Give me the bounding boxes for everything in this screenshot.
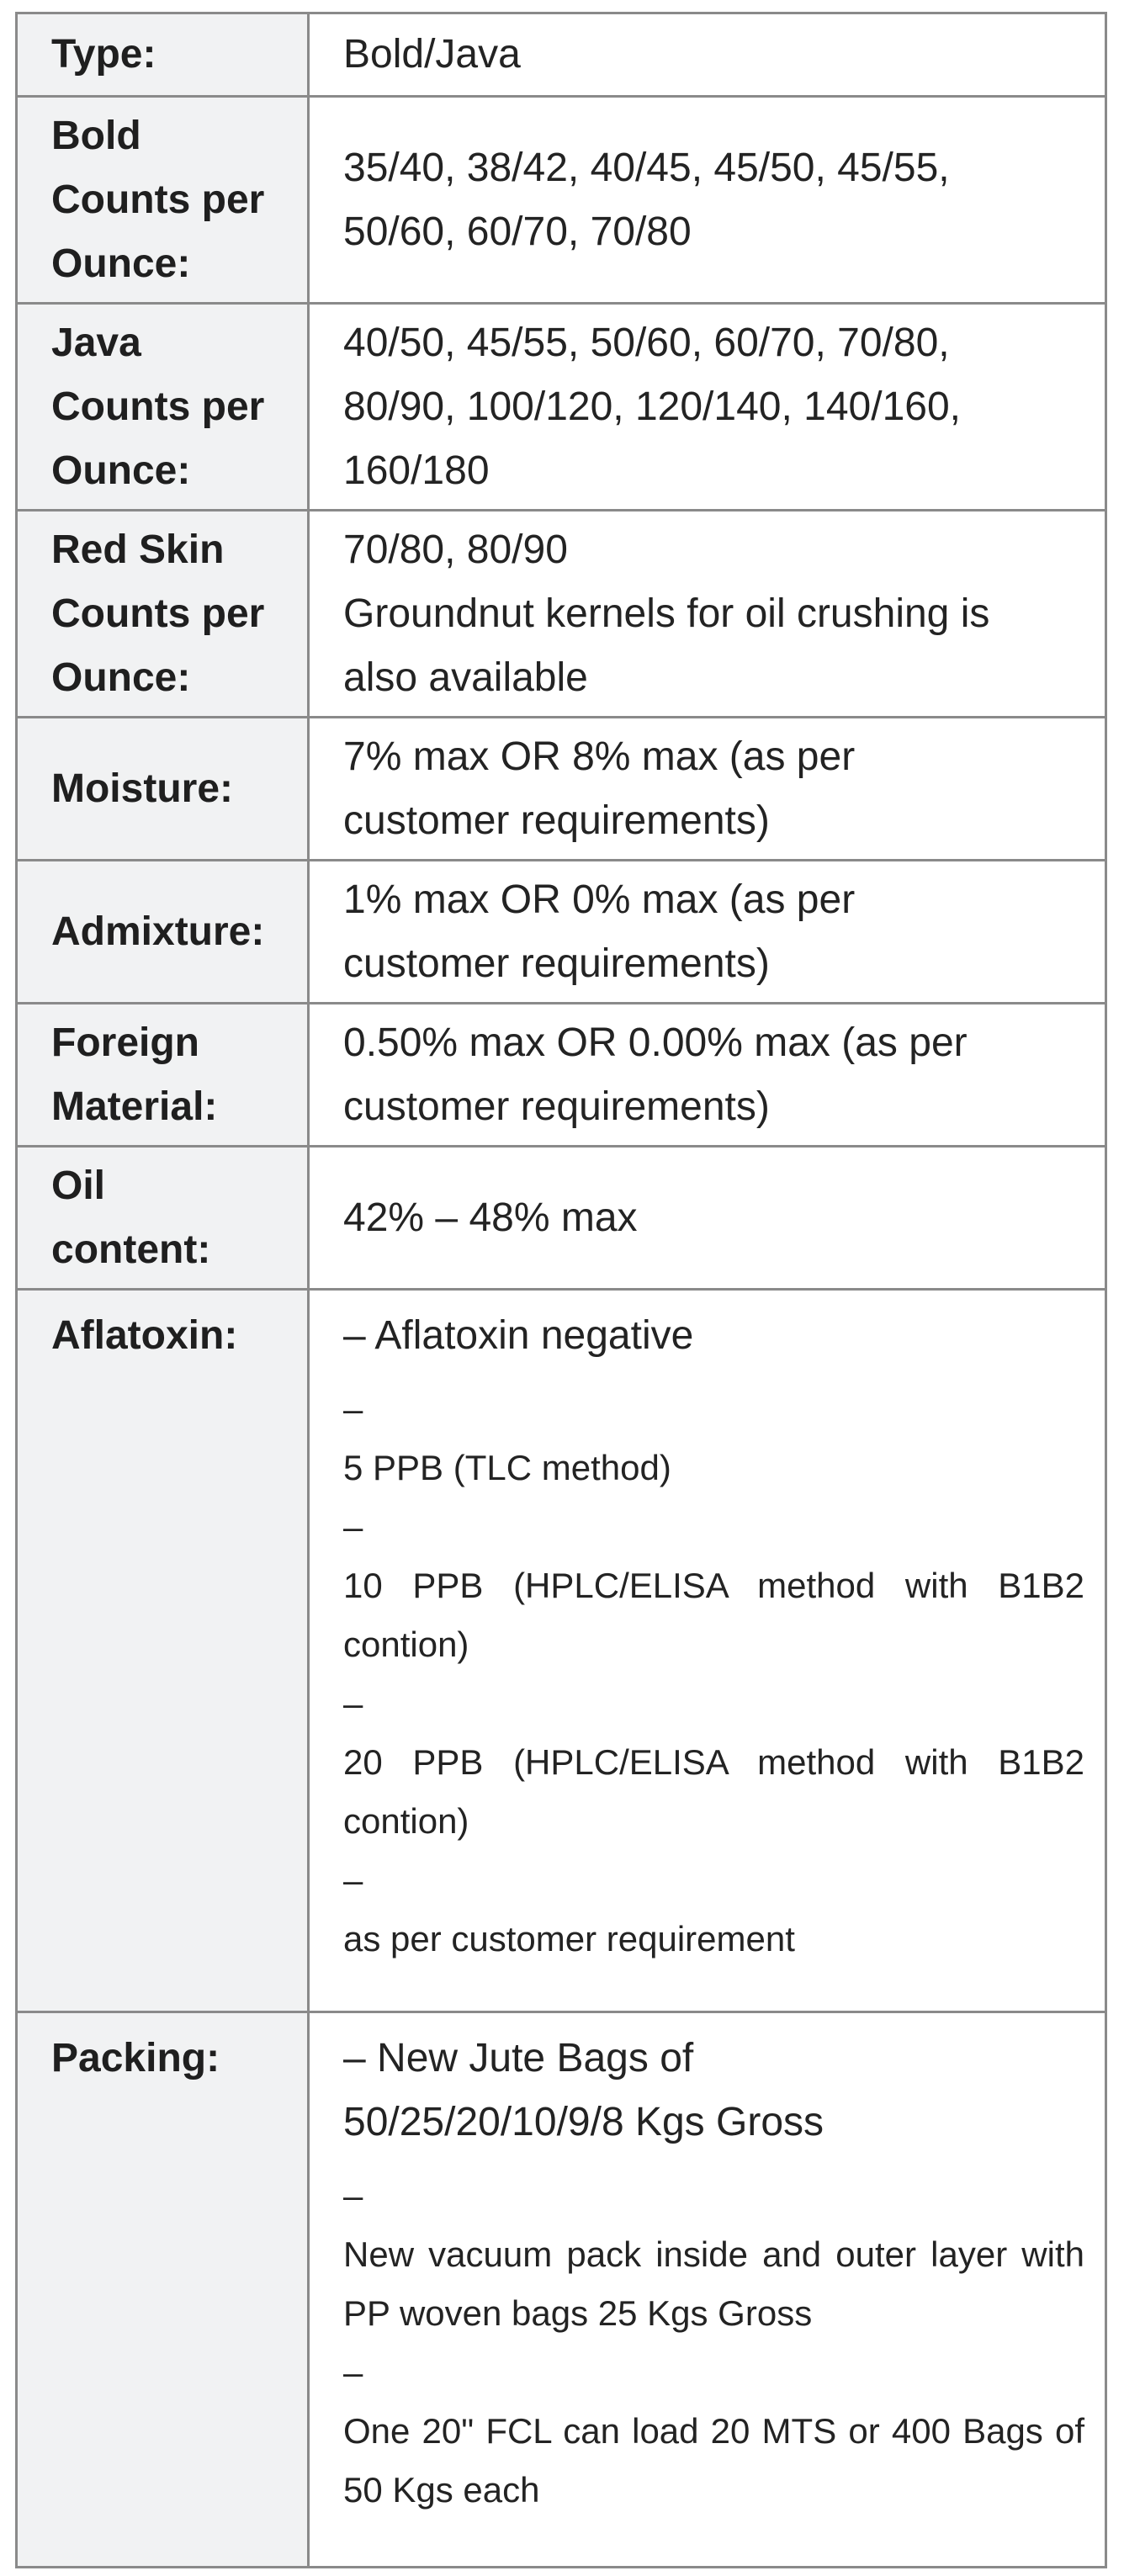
dash-marker: – xyxy=(343,2176,363,2215)
label-text: Material: xyxy=(51,1084,218,1129)
spec-label xyxy=(17,718,309,861)
value-text: customer requirements) xyxy=(343,1084,770,1129)
spec-row-type xyxy=(17,13,1106,97)
spec-row-foreign-material xyxy=(17,1004,1106,1147)
value-text: – New Jute Bags of xyxy=(343,2036,694,2080)
spec-value xyxy=(309,511,1106,718)
value-text: – Aflatoxin negative xyxy=(343,1313,694,1358)
spec-label xyxy=(17,1004,309,1147)
spec-value xyxy=(309,861,1106,1004)
value-text: also available xyxy=(343,655,588,700)
value-text: customer requirements) xyxy=(343,941,770,986)
label-text: Admixture: xyxy=(51,909,265,954)
dash-marker: – xyxy=(343,1683,363,1723)
label-text: Ounce: xyxy=(51,448,191,493)
value-text: Groundnut kernels for oil crushing is xyxy=(343,591,990,636)
label-text: Aflatoxin: xyxy=(51,1313,238,1358)
label-text: Type: xyxy=(51,32,156,77)
label-text: Moisture: xyxy=(51,766,233,811)
spec-value xyxy=(309,1147,1106,1290)
list-item: 20 PPB (HPLC/ELISA method with B1B2 contion) xyxy=(343,1742,1084,1841)
label-text: Red Skin xyxy=(51,527,225,572)
label-text: Ounce: xyxy=(51,241,191,286)
spec-row-bold-counts xyxy=(17,97,1106,304)
label-text: Ounce: xyxy=(51,655,191,700)
spec-value xyxy=(309,13,1106,97)
list-item: 10 PPB (HPLC/ELISA method with B1B2 contion) xyxy=(343,1566,1084,1664)
label-text: Java xyxy=(51,320,141,365)
value-text: 50/60, 60/70, 70/80 xyxy=(343,209,692,254)
spec-label xyxy=(17,97,309,304)
value-text: 35/40, 38/42, 40/45, 45/50, 45/55, xyxy=(343,145,950,190)
value-text: customer requirements) xyxy=(343,798,770,843)
label-text: Foreign xyxy=(51,1020,199,1065)
value-text: 0.50% max OR 0.00% max (as per xyxy=(343,1020,968,1065)
value-text: 70/80, 80/90 xyxy=(343,527,568,572)
value-text: 80/90, 100/120, 120/140, 140/160, xyxy=(343,384,961,429)
spec-row-admixture xyxy=(17,861,1106,1004)
spec-row-packing xyxy=(17,2012,1106,2568)
spec-value xyxy=(309,718,1106,861)
spec-row-java-counts xyxy=(17,304,1106,511)
spec-label xyxy=(17,2012,309,2568)
label-text: Bold xyxy=(51,113,141,158)
dash-marker: – xyxy=(343,1507,363,1546)
label-text: Counts per xyxy=(51,177,265,222)
spec-label xyxy=(17,861,309,1004)
spec-table xyxy=(15,12,1107,2568)
label-text: Oil xyxy=(51,1163,106,1208)
label-text: Packing: xyxy=(51,2036,220,2080)
value-text: 7% max OR 8% max (as per xyxy=(343,734,856,779)
spec-value xyxy=(309,1290,1106,2012)
value-text: 50/25/20/10/9/8 Kgs Gross xyxy=(343,2100,824,2144)
spec-value xyxy=(309,304,1106,511)
dash-marker: – xyxy=(343,1860,363,1900)
label-text: Counts per xyxy=(51,591,265,636)
spec-label xyxy=(17,511,309,718)
list-item: 5 PPB (TLC method) xyxy=(343,1448,671,1487)
spec-row-oil-content xyxy=(17,1147,1106,1290)
spec-label xyxy=(17,13,309,97)
spec-value xyxy=(309,2012,1106,2568)
label-text: Counts per xyxy=(51,384,265,429)
value-text: 42% – 48% max xyxy=(343,1195,638,1240)
dash-marker: – xyxy=(343,1389,363,1428)
spec-label xyxy=(17,304,309,511)
label-text: content: xyxy=(51,1227,211,1272)
spec-value xyxy=(309,1004,1106,1147)
value-text: 1% max OR 0% max (as per xyxy=(343,877,856,922)
list-item: One 20" FCL can load 20 MTS or 400 Bags of 50 Kgs each xyxy=(343,2411,1084,2510)
spec-label xyxy=(17,1290,309,2012)
spec-row-moisture xyxy=(17,718,1106,861)
spec-row-aflatoxin xyxy=(17,1290,1106,2012)
value-text: 40/50, 45/55, 50/60, 60/70, 70/80, xyxy=(343,320,950,365)
list-item: as per customer requirement xyxy=(343,1919,795,1959)
dash-marker: – xyxy=(343,2352,363,2392)
value-text: Bold/Java xyxy=(343,32,521,77)
spec-row-red-skin-counts xyxy=(17,511,1106,718)
spec-label xyxy=(17,1147,309,1290)
list-item: New vacuum pack inside and outer layer with PP woven bags 25 Kgs Gross xyxy=(343,2234,1084,2333)
spec-value xyxy=(309,97,1106,304)
value-text: 160/180 xyxy=(343,448,490,493)
